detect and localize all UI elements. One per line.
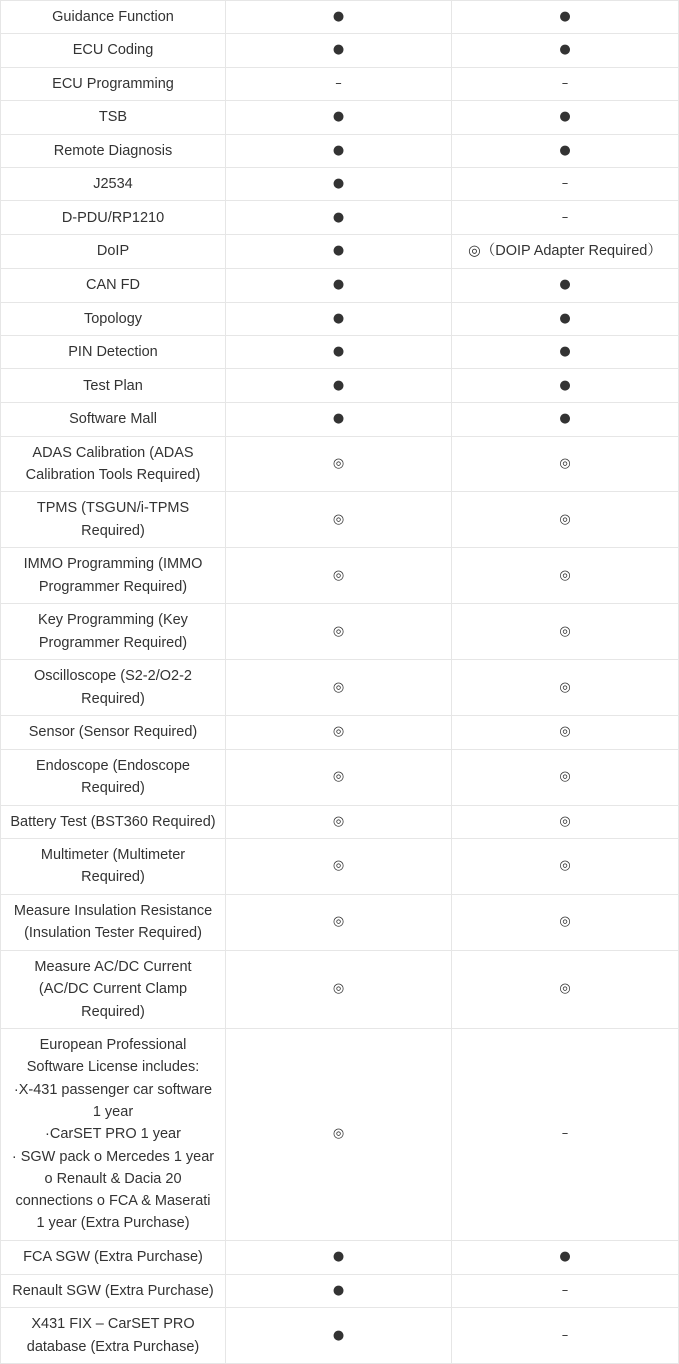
support-mark-col1: ◎ [226, 548, 452, 604]
feature-label: ·CarSET PRO 1 year [45, 1126, 181, 1143]
support-mark-col1: ● [226, 369, 452, 403]
table-row [1, 235, 679, 268]
feature-cell [1, 660, 226, 716]
support-mark-col1: ● [226, 134, 452, 167]
feature-label: TSB [98, 109, 128, 126]
feature-cell [1, 894, 226, 950]
feature-label: Software Mall [69, 411, 157, 428]
support-mark-col2: – [452, 201, 679, 235]
feature-label: Required) [81, 1003, 145, 1020]
support-mark-col2: ● [452, 34, 679, 67]
feature-cell [1, 302, 226, 335]
table-row [1, 950, 679, 1028]
feature-label: J2534 [93, 176, 133, 193]
support-mark-col1: ● [226, 1274, 452, 1307]
feature-label: Topology [83, 310, 143, 327]
feature-cell [1, 749, 226, 805]
table-row [1, 548, 679, 604]
support-mark-col1: ◎ [226, 604, 452, 660]
feature-cell [1, 1308, 226, 1364]
feature-label: Calibration Tools Required) [25, 466, 201, 483]
support-mark-col2: ◎ [452, 894, 679, 950]
feature-cell [1, 100, 226, 134]
support-mark-col2: ◎（DOIP Adapter Required） [452, 235, 679, 268]
feature-label: Key Programming (Key [38, 612, 188, 629]
feature-label: ECU Programming [52, 75, 174, 92]
feature-label: IMMO Programming (IMMO [23, 556, 203, 573]
feature-label: Required) [81, 869, 145, 886]
support-mark-col2: ● [452, 134, 679, 167]
support-mark-col1: ◎ [226, 838, 452, 894]
support-mark-col2: ◎ [452, 950, 679, 1028]
feature-label: (AC/DC Current Clamp [38, 981, 188, 998]
feature-label: Endoscope (Endoscope [36, 757, 190, 774]
support-mark-col2: ● [452, 369, 679, 403]
feature-cell [1, 950, 226, 1028]
feature-label: PIN Detection [68, 344, 158, 361]
feature-label: CAN FD [86, 277, 140, 294]
support-mark-col1: ● [226, 34, 452, 67]
feature-cell [1, 1028, 226, 1240]
table-row [1, 660, 679, 716]
table-row [1, 1240, 679, 1274]
support-mark-col1: ◎ [226, 749, 452, 805]
support-mark-col1: ● [226, 168, 452, 201]
feature-cell [1, 168, 226, 201]
support-mark-col1: ◎ [226, 805, 452, 838]
feature-label: ·X-431 passenger car software [13, 1081, 213, 1098]
feature-label: X431 FIX – CarSET PRO [31, 1316, 195, 1333]
support-mark-col1: – [226, 67, 452, 100]
support-mark-col1: ◎ [226, 436, 452, 492]
table-row [1, 1274, 679, 1307]
support-mark-col2: ◎ [452, 749, 679, 805]
feature-label: Programmer Required) [38, 634, 188, 651]
feature-label: connections o FCA & Maserati [15, 1193, 211, 1210]
feature-label: Guidance Function [52, 9, 174, 25]
table-row [1, 716, 679, 749]
support-mark-col1: ● [226, 1308, 452, 1364]
feature-label: TPMS (TSGUN/i-TPMS [36, 500, 190, 517]
support-mark-col1: ◎ [226, 1028, 452, 1240]
support-mark-col1: ● [226, 100, 452, 134]
feature-cell [1, 838, 226, 894]
feature-label: Required) [81, 690, 145, 707]
table-row [1, 302, 679, 335]
support-mark-col2: – [452, 1028, 679, 1240]
support-mark-col2: ◎ [452, 805, 679, 838]
support-mark-col2: ● [452, 336, 679, 369]
table-row [1, 1, 679, 34]
feature-cell [1, 268, 226, 302]
support-mark-col1: ● [226, 235, 452, 268]
support-mark-col2: ● [452, 1240, 679, 1274]
table-row [1, 749, 679, 805]
feature-cell [1, 1274, 226, 1307]
table-row [1, 1308, 679, 1364]
feature-cell [1, 436, 226, 492]
support-mark-col1: ◎ [226, 492, 452, 548]
feature-label: 1 year (Extra Purchase) [36, 1215, 190, 1232]
feature-label: Remote Diagnosis [53, 142, 173, 159]
support-mark-col2: ● [452, 100, 679, 134]
feature-label: (Insulation Tester Required) [24, 925, 202, 942]
feature-label: DoIP [96, 243, 130, 260]
support-mark-col2: ● [452, 1, 679, 34]
feature-label: Required) [81, 780, 145, 797]
feature-cell [1, 134, 226, 167]
table-row [1, 369, 679, 403]
table-row [1, 894, 679, 950]
feature-label: 1 year [92, 1103, 134, 1120]
feature-cell [1, 1, 226, 34]
feature-cell [1, 235, 226, 268]
table-row [1, 805, 679, 838]
feature-label: Required) [81, 522, 145, 539]
support-mark-col1: ● [226, 1, 452, 34]
feature-cell [1, 604, 226, 660]
feature-label: · SGW pack o Mercedes 1 year [11, 1148, 215, 1165]
feature-cell [1, 548, 226, 604]
feature-cell [1, 492, 226, 548]
table-row [1, 34, 679, 67]
support-mark-col1: ● [226, 302, 452, 335]
feature-label: FCA SGW (Extra Purchase) [23, 1249, 203, 1266]
support-mark-col2: – [452, 67, 679, 100]
table-row [1, 403, 679, 436]
feature-label: Battery Test (BST360 Required) [10, 813, 216, 830]
table-row [1, 838, 679, 894]
feature-label: D-PDU/RP1210 [61, 209, 165, 226]
feature-cell [1, 403, 226, 436]
support-mark-col1: ● [226, 201, 452, 235]
feature-label: Programmer Required) [38, 578, 188, 595]
support-mark-col2: ● [452, 302, 679, 335]
table-row [1, 436, 679, 492]
support-mark-col1: ◎ [226, 660, 452, 716]
table-row [1, 604, 679, 660]
support-mark-col2: ◎ [452, 492, 679, 548]
feature-cell [1, 336, 226, 369]
feature-cell [1, 805, 226, 838]
support-mark-col2: – [452, 1308, 679, 1364]
feature-cell [1, 201, 226, 235]
feature-label: Measure AC/DC Current [34, 958, 192, 975]
feature-label: ADAS Calibration (ADAS [32, 444, 194, 461]
table-row [1, 168, 679, 201]
support-mark-col1: ● [226, 336, 452, 369]
table-row [1, 268, 679, 302]
feature-label: European Professional [39, 1037, 187, 1054]
table-row [1, 67, 679, 100]
support-mark-col1: ◎ [226, 716, 452, 749]
table-row [1, 1028, 679, 1240]
support-mark-col2: ◎ [452, 604, 679, 660]
support-mark-col2: – [452, 1274, 679, 1307]
feature-label: Multimeter (Multimeter [40, 847, 186, 864]
support-mark-col1: ◎ [226, 950, 452, 1028]
support-mark-col2: ◎ [452, 660, 679, 716]
feature-label: Software License includes: [26, 1059, 200, 1076]
feature-label: o Renault & Dacia 20 [44, 1170, 182, 1187]
support-mark-col2: ◎ [452, 716, 679, 749]
feature-cell [1, 34, 226, 67]
table-row [1, 336, 679, 369]
support-mark-col2: ● [452, 403, 679, 436]
support-mark-col1: ● [226, 403, 452, 436]
table-row [1, 100, 679, 134]
feature-cell [1, 716, 226, 749]
support-mark-col1: ● [226, 268, 452, 302]
feature-cell [1, 369, 226, 403]
feature-label: Measure Insulation Resistance [13, 903, 213, 920]
feature-label: ECU Coding [72, 42, 154, 59]
table-body [1, 1, 679, 1364]
support-mark-col1: ◎ [226, 894, 452, 950]
support-mark-col2: ◎ [452, 838, 679, 894]
support-mark-col2: – [452, 168, 679, 201]
feature-cell [1, 67, 226, 100]
feature-label: Test Plan [83, 377, 143, 394]
feature-label: Oscilloscope (S2-2/O2-2 [34, 668, 192, 685]
support-mark-col2: ● [452, 268, 679, 302]
table-row [1, 201, 679, 235]
table-row [1, 492, 679, 548]
feature-cell [1, 1240, 226, 1274]
table-row [1, 134, 679, 167]
support-mark-col1: ● [226, 1240, 452, 1274]
feature-label: Sensor (Sensor Required) [28, 724, 198, 741]
feature-label: Renault SGW (Extra Purchase) [12, 1282, 214, 1299]
support-mark-col2: ◎ [452, 548, 679, 604]
support-mark-col2: ◎ [452, 436, 679, 492]
feature-label: database (Extra Purchase) [26, 1338, 200, 1355]
